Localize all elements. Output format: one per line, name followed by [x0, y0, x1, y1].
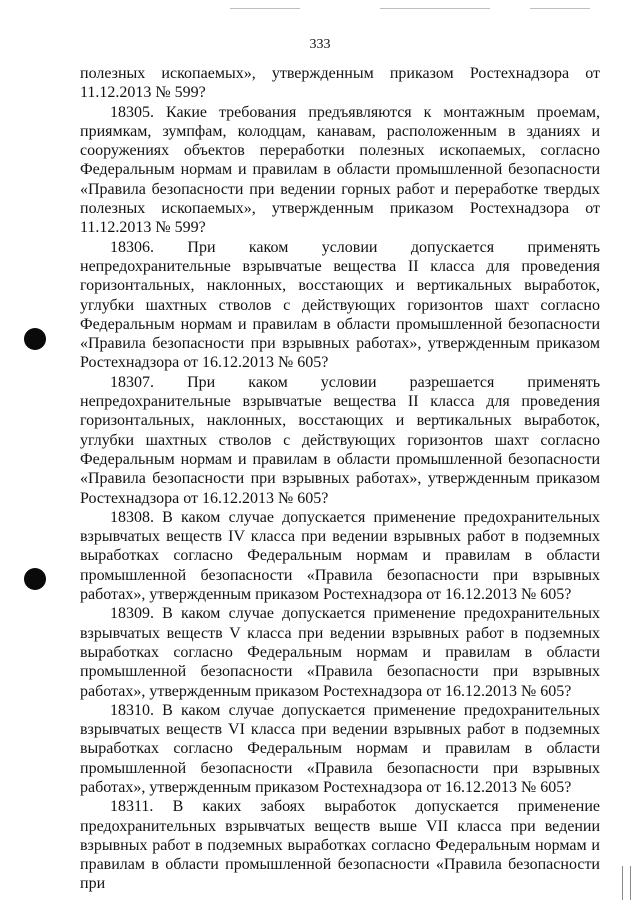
question-18306: 18306. При каком условии допускается применять непредохранительные взрывчатые вещества II класса для проведения горизонтальных, наклонных, восстающих и вертикальных выработок, углубки шахтных стволов с действующих горизонтов шахт согласно Федеральным нормам и правилам в области промышленной безопасности «Правила безопасности при взрывных работах», утвержденным приказом Ростехнадзора от 16.12.2013 № 605? — [80, 238, 600, 372]
question-18307: 18307. При каком условии разрешается применять непредохранительные взрывчатые вещества II класса для проведения горизонтальных, наклонных, восстающих и вертикальных выработок, углубки шахтных стволов с действующих горизонтов шахт согласно Федеральным нормам и правилам в области промышленной безопасности «Правила безопасности при взрывных работах», утвержденным приказом Ростехнадзора от 16.12.2013 № 605? — [80, 373, 600, 507]
binder-hole-mark — [24, 328, 46, 350]
page-number: 333 — [309, 37, 331, 52]
top-edge-rule — [380, 8, 490, 9]
question-18309: 18309. В каком случае допускается применение предохранительных взрывчатых веществ V класса при ведении взрывных работ в подземных выработках согласно Федеральным нормам и правилам в области промышленной безопасности «Правила безопасности при взрывных работах», утвержденным приказом Ростехнадзора от 16.12.2013 № 605? — [80, 605, 600, 700]
question-18308: 18308. В каком случае допускается применение предохранительных взрывчатых веществ IV класса при ведении взрывных работ в подземных выработках согласно Федеральным нормам и правилам в области промышленной безопасности «Правила безопасности при взрывных работах», утвержденным приказом Ростехнадзора от 16.12.2013 № 605? — [80, 508, 600, 604]
paragraph-continuation: полезных ископаемых», утвержденным приказом Ростехнадзора от 11.12.2013 № 599? — [80, 65, 600, 102]
question-18305: 18305. Какие требования предъявляются к монтажным проемам, приямкам, зумпфам, колодцам, канавам, расположенным в зданиях и сооружениях объектов переработки полезных ископаемых, согласно Федеральным нормам и правилам в области промышленной безопасности «Правила безопасности при ведении горных работ и переработке твердых полезных ископаемых», утвержденным приказом Ростехнадзора от 11.12.2013 № 599? — [80, 103, 600, 237]
binder-hole-mark — [24, 568, 46, 590]
top-edge-rule — [530, 8, 590, 9]
question-18311: 18311. В каких забоях выработок допускается применение предохранительных взрывчатых веществ выше VII класса при ведении взрывных работ в подземных выработках согласно Федеральным нормам и правилам в области промышленной безопасности «Правила безопасности при — [80, 798, 600, 893]
scan-edge-mark — [622, 866, 623, 900]
scan-edge-mark — [630, 866, 631, 900]
question-18310: 18310. В каком случае допускается применение предохранительных взрывчатых веществ VI класса при ведении взрывных работ в подземных выработках согласно Федеральным нормам и правилам в области промышленной безопасности «Правила безопасности при взрывных работах», утвержденным приказом Ростехнадзора от 16.12.2013 № 605? — [80, 701, 600, 796]
document-body — [80, 64, 600, 894]
top-edge-rule — [230, 8, 300, 9]
